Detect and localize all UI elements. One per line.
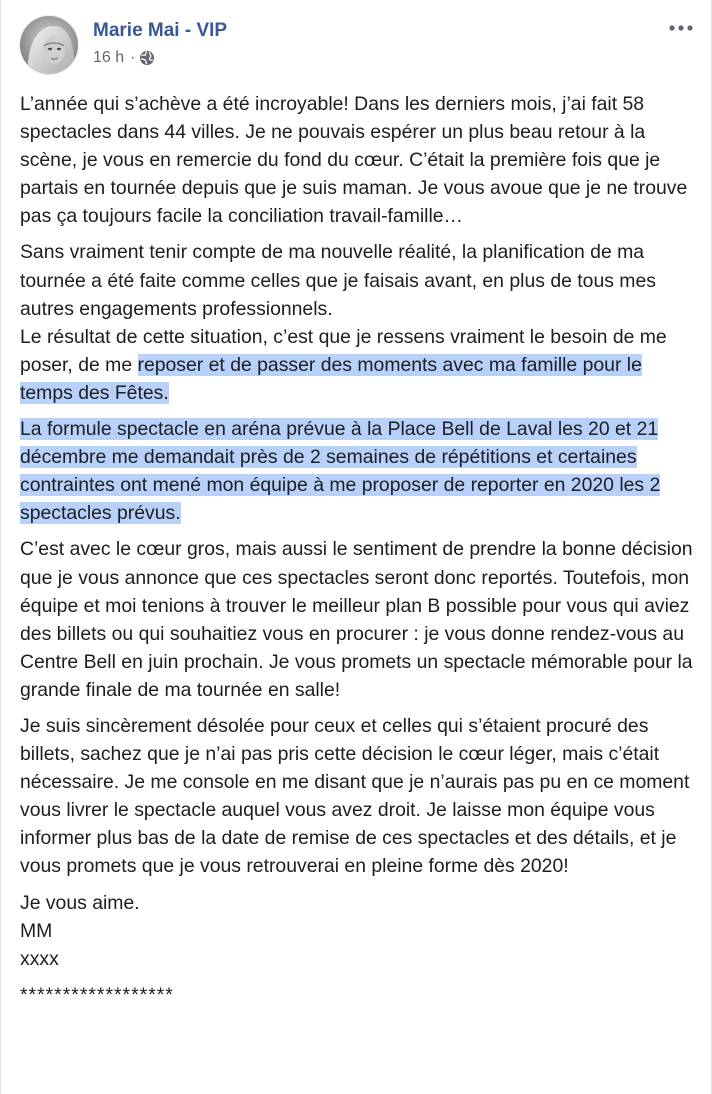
avatar-image: [20, 16, 79, 75]
paragraph-postponed: C’est avec le cœur gros, mais aussi le sentiment de prendre la bonne décision que je vous annonce que ces spectacles seront donc reportés. Toutefois, mon équipe et moi tenions à trouver le meilleur plan B possible pour vous qui aviez des billets ou qui souhaitiez vous en procurer : je vous donne rendez-vous au Centre Bell en juin prochain. Je vous promets un spectacle mémorable pour la grande finale de ma tournée en salle!: [20, 538, 693, 701]
paragraph-apology: Je suis sincèrement désolée pour ceux et celles qui s’étaient procuré des billets, sachez que je n’ai pas pris cette décision le cœur léger, mais c’était nécessaire. Je me console en me disant que je n’aurais pas pu en ce moment vous livrer le spectacle auquel vous avez droit. Je laisse mon équipe vous informer plus bas de la date de remise de ces spectacles et des détails, et je vous promets que je vous retrouverai en pleine forme dès 2020!: [20, 714, 690, 878]
author-name[interactable]: Marie Mai - VIP: [93, 20, 228, 41]
signoff-kisses: xxxx: [20, 947, 59, 970]
paragraph-intro: L’année qui s’achève a été incroyable! Dans les derniers mois, j’ai fait 58 spectacles dans 44 villes. Je ne pouvais espérer un plus beau retour à la scène, je vous en remercie du fond du cœur. C’était la première fois que je partais en tournée depuis que je suis maman. Je vous avoue que je ne trouve pas ça toujours facile la conciliation travail-famille…: [20, 93, 688, 228]
text-divider: ******************: [20, 983, 174, 1006]
meta-separator: ·: [130, 49, 136, 66]
selected-text-arena: La formule spectacle en aréna prévue à la Place Bell de Laval les 20 et 21 décembre me demandait près de 2 semaines de répétitions et certaines contraintes ont mené mon équipe à me proposer de reporter en 2020 les 2 spectacles prévus.: [20, 418, 661, 525]
paragraph-result-text: Le résultat de cette situation, c’est que je ressens vraiment le besoin de me poser, de me: [20, 325, 667, 376]
more-options-icon[interactable]: [663, 15, 699, 41]
post-timestamp[interactable]: 16 h: [93, 49, 125, 66]
post-header: [19, 15, 699, 77]
paragraph-arena: [20, 415, 700, 527]
post-meta: [93, 49, 155, 67]
selected-text: reposer et de passer des moments avec ma famille pour le temps des Fêtes.: [20, 353, 642, 404]
globe-icon[interactable]: [139, 50, 155, 66]
signoff-line-1: Je vous aime.: [20, 891, 140, 914]
paragraph-planning: [20, 238, 700, 407]
signoff-initials: MM: [20, 919, 53, 942]
signoff: [20, 889, 700, 973]
post-body: [20, 90, 700, 1017]
paragraph-planning-text: Sans vraiment tenir compte de ma nouvelle réalité, la planification de ma tournée a été faite comme celles que je faisais avant, en plus de tous mes autres engagements professionnels.: [20, 241, 656, 320]
avatar[interactable]: [19, 15, 79, 75]
